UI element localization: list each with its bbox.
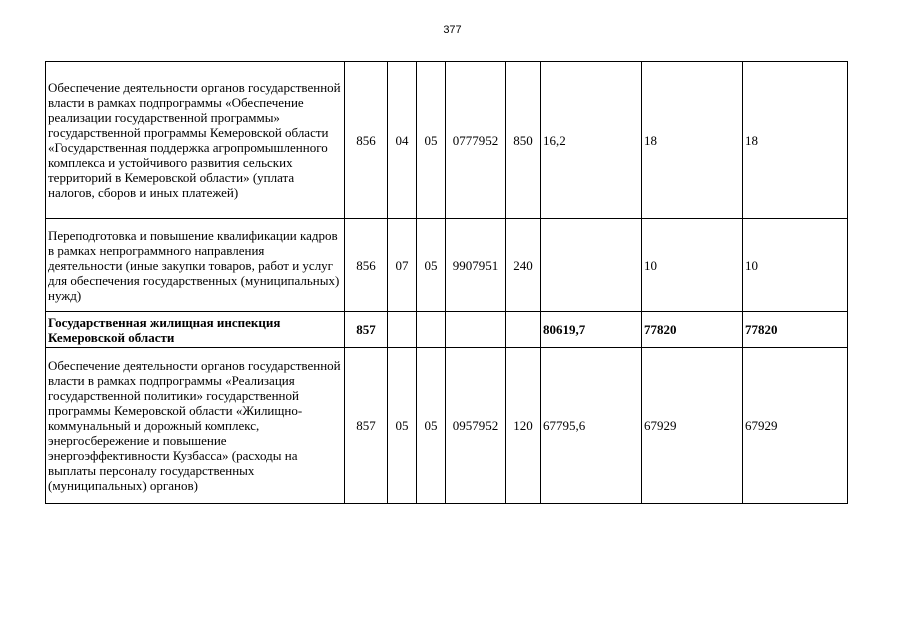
target-article-code: 0957952 xyxy=(446,348,506,504)
section-code: 04 xyxy=(388,62,417,219)
amount-3: 18 xyxy=(743,62,848,219)
page-number: 377 xyxy=(443,24,462,36)
subsection-code: 05 xyxy=(417,348,446,504)
amount-2: 77820 xyxy=(642,312,743,348)
expense-type-code: 240 xyxy=(506,219,541,312)
amount-2: 67929 xyxy=(642,348,743,504)
amount-1: 80619,7 xyxy=(541,312,642,348)
amount-2: 10 xyxy=(642,219,743,312)
target-article-code xyxy=(446,312,506,348)
row-description: Обеспечение деятельности органов государственной власти в рамках подпрограммы «Реализация государственной политики» государственной программы Кемеровской области «Жилищно-коммунальный и дорожный комплекс, энергосбережение и повышение энергоэффективности Кузбасса» (расходы на выплаты персоналу государственных (муниципальных) органов) xyxy=(46,348,345,504)
section-code xyxy=(388,312,417,348)
target-article-code: 0777952 xyxy=(446,62,506,219)
row-description: Переподготовка и повышение квалификации кадров в рамках непрограммного направления деятельности (иные закупки товаров, работ и услуг для обеспечения государственных (муниципальных) нужд) xyxy=(46,219,345,312)
amount-3: 67929 xyxy=(743,348,848,504)
section-code: 07 xyxy=(388,219,417,312)
ministry-code: 857 xyxy=(345,312,388,348)
row-description: Обеспечение деятельности органов государственной власти в рамках подпрограммы «Обеспечение реализации государственной программы» государственной программы Кемеровской области «Государственная поддержка агропромышленного комплекса и устойчивого развития сельских территорий в Кемеровской области» (уплата налогов, сборов и иных платежей) xyxy=(46,62,345,219)
expense-type-code: 850 xyxy=(506,62,541,219)
target-article-code: 9907951 xyxy=(446,219,506,312)
subsection-code: 05 xyxy=(417,62,446,219)
ministry-code: 857 xyxy=(345,348,388,504)
section-code: 05 xyxy=(388,348,417,504)
table-row xyxy=(46,219,848,312)
ministry-code: 856 xyxy=(345,219,388,312)
expense-type-code xyxy=(506,312,541,348)
amount-1: 67795,6 xyxy=(541,348,642,504)
ministry-code: 856 xyxy=(345,62,388,219)
expense-type-code: 120 xyxy=(506,348,541,504)
subsection-code: 05 xyxy=(417,219,446,312)
table-row xyxy=(46,348,848,504)
amount-3: 77820 xyxy=(743,312,848,348)
table-row-summary xyxy=(46,312,848,348)
table-row xyxy=(46,62,848,219)
row-description: Государственная жилищная инспекция Кемеровской области xyxy=(46,312,345,348)
amount-3: 10 xyxy=(743,219,848,312)
amount-1 xyxy=(541,219,642,312)
amount-2: 18 xyxy=(642,62,743,219)
subsection-code xyxy=(417,312,446,348)
amount-1: 16,2 xyxy=(541,62,642,219)
budget-table xyxy=(45,61,848,504)
